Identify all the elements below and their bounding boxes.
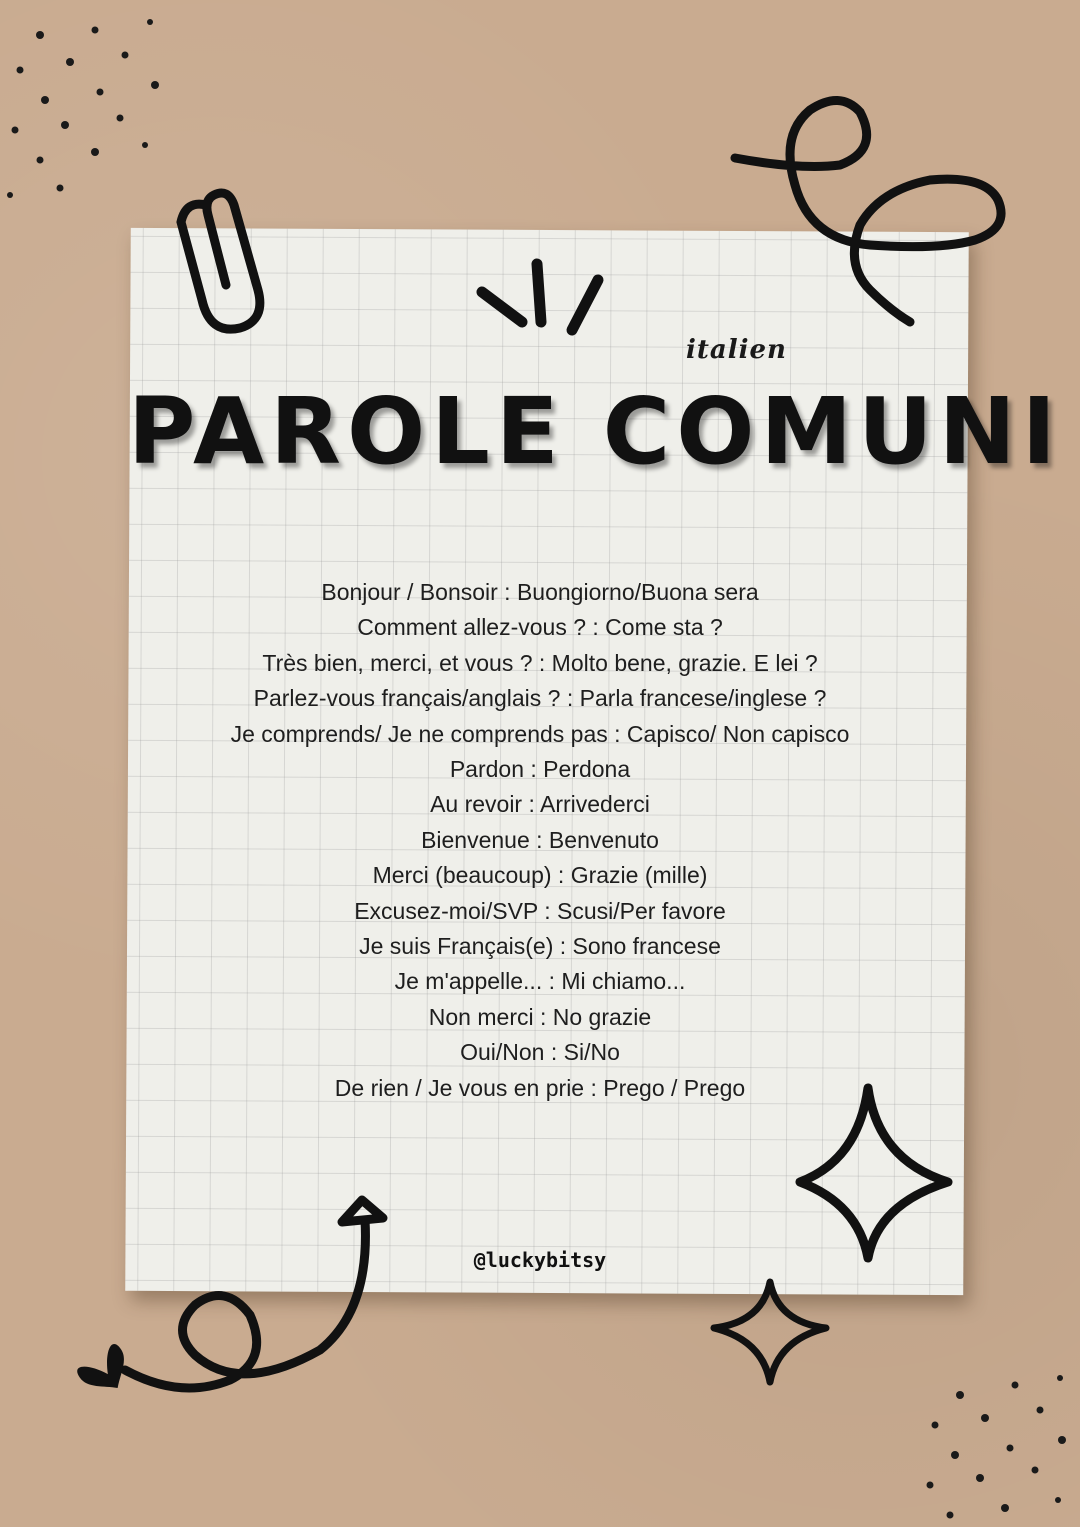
phrase-item: Je m'appelle... : Mi chiamo... — [394, 968, 686, 995]
phrase-item: Bienvenue : Benvenuto — [421, 826, 659, 853]
phrase-item: Merci (beaucoup) : Grazie (mille) — [372, 862, 708, 889]
phrase-item: Au revoir : Arrivederci — [430, 791, 650, 818]
phrase-item: Comment allez-vous ? : Come sta ? — [357, 614, 723, 641]
phrase-item: Oui/Non : Si/No — [460, 1039, 620, 1066]
phrase-item: Je comprends/ Je ne comprends pas : Capisco/ Non capisco — [230, 720, 850, 747]
phrase-item: Non merci : No grazie — [428, 1003, 652, 1030]
phrase-item: Bonjour / Bonsoir : Buongiorno/Buona sera — [321, 579, 759, 605]
phrase-item: Pardon : Perdona — [449, 756, 631, 783]
sparkle-star-icon — [714, 1282, 826, 1382]
page-title: PAROLE COMUNI — [128, 378, 1062, 485]
phrase-item: Je suis Français(e) : Sono francese — [359, 933, 721, 960]
phrase-item: Très bien, merci, et vous ? : Molto bene, grazie. E lei ? — [262, 649, 818, 676]
phrase-item: De rien / Je vous en prie : Prego / Prego — [334, 1074, 746, 1101]
language-subtitle: italien — [686, 335, 787, 365]
phrase-item: Parlez-vous français/anglais ? : Parla francese/inglese ? — [253, 685, 827, 712]
dots-pattern-icon — [7, 19, 159, 198]
author-credit: @luckybitsy — [473, 1248, 607, 1272]
phrase-item: Excusez-moi/SVP : Scusi/Per favore — [354, 897, 726, 924]
heart-icon — [75, 1342, 138, 1402]
phrase-list — [140, 575, 940, 1106]
dots-pattern-icon — [927, 1375, 1067, 1519]
